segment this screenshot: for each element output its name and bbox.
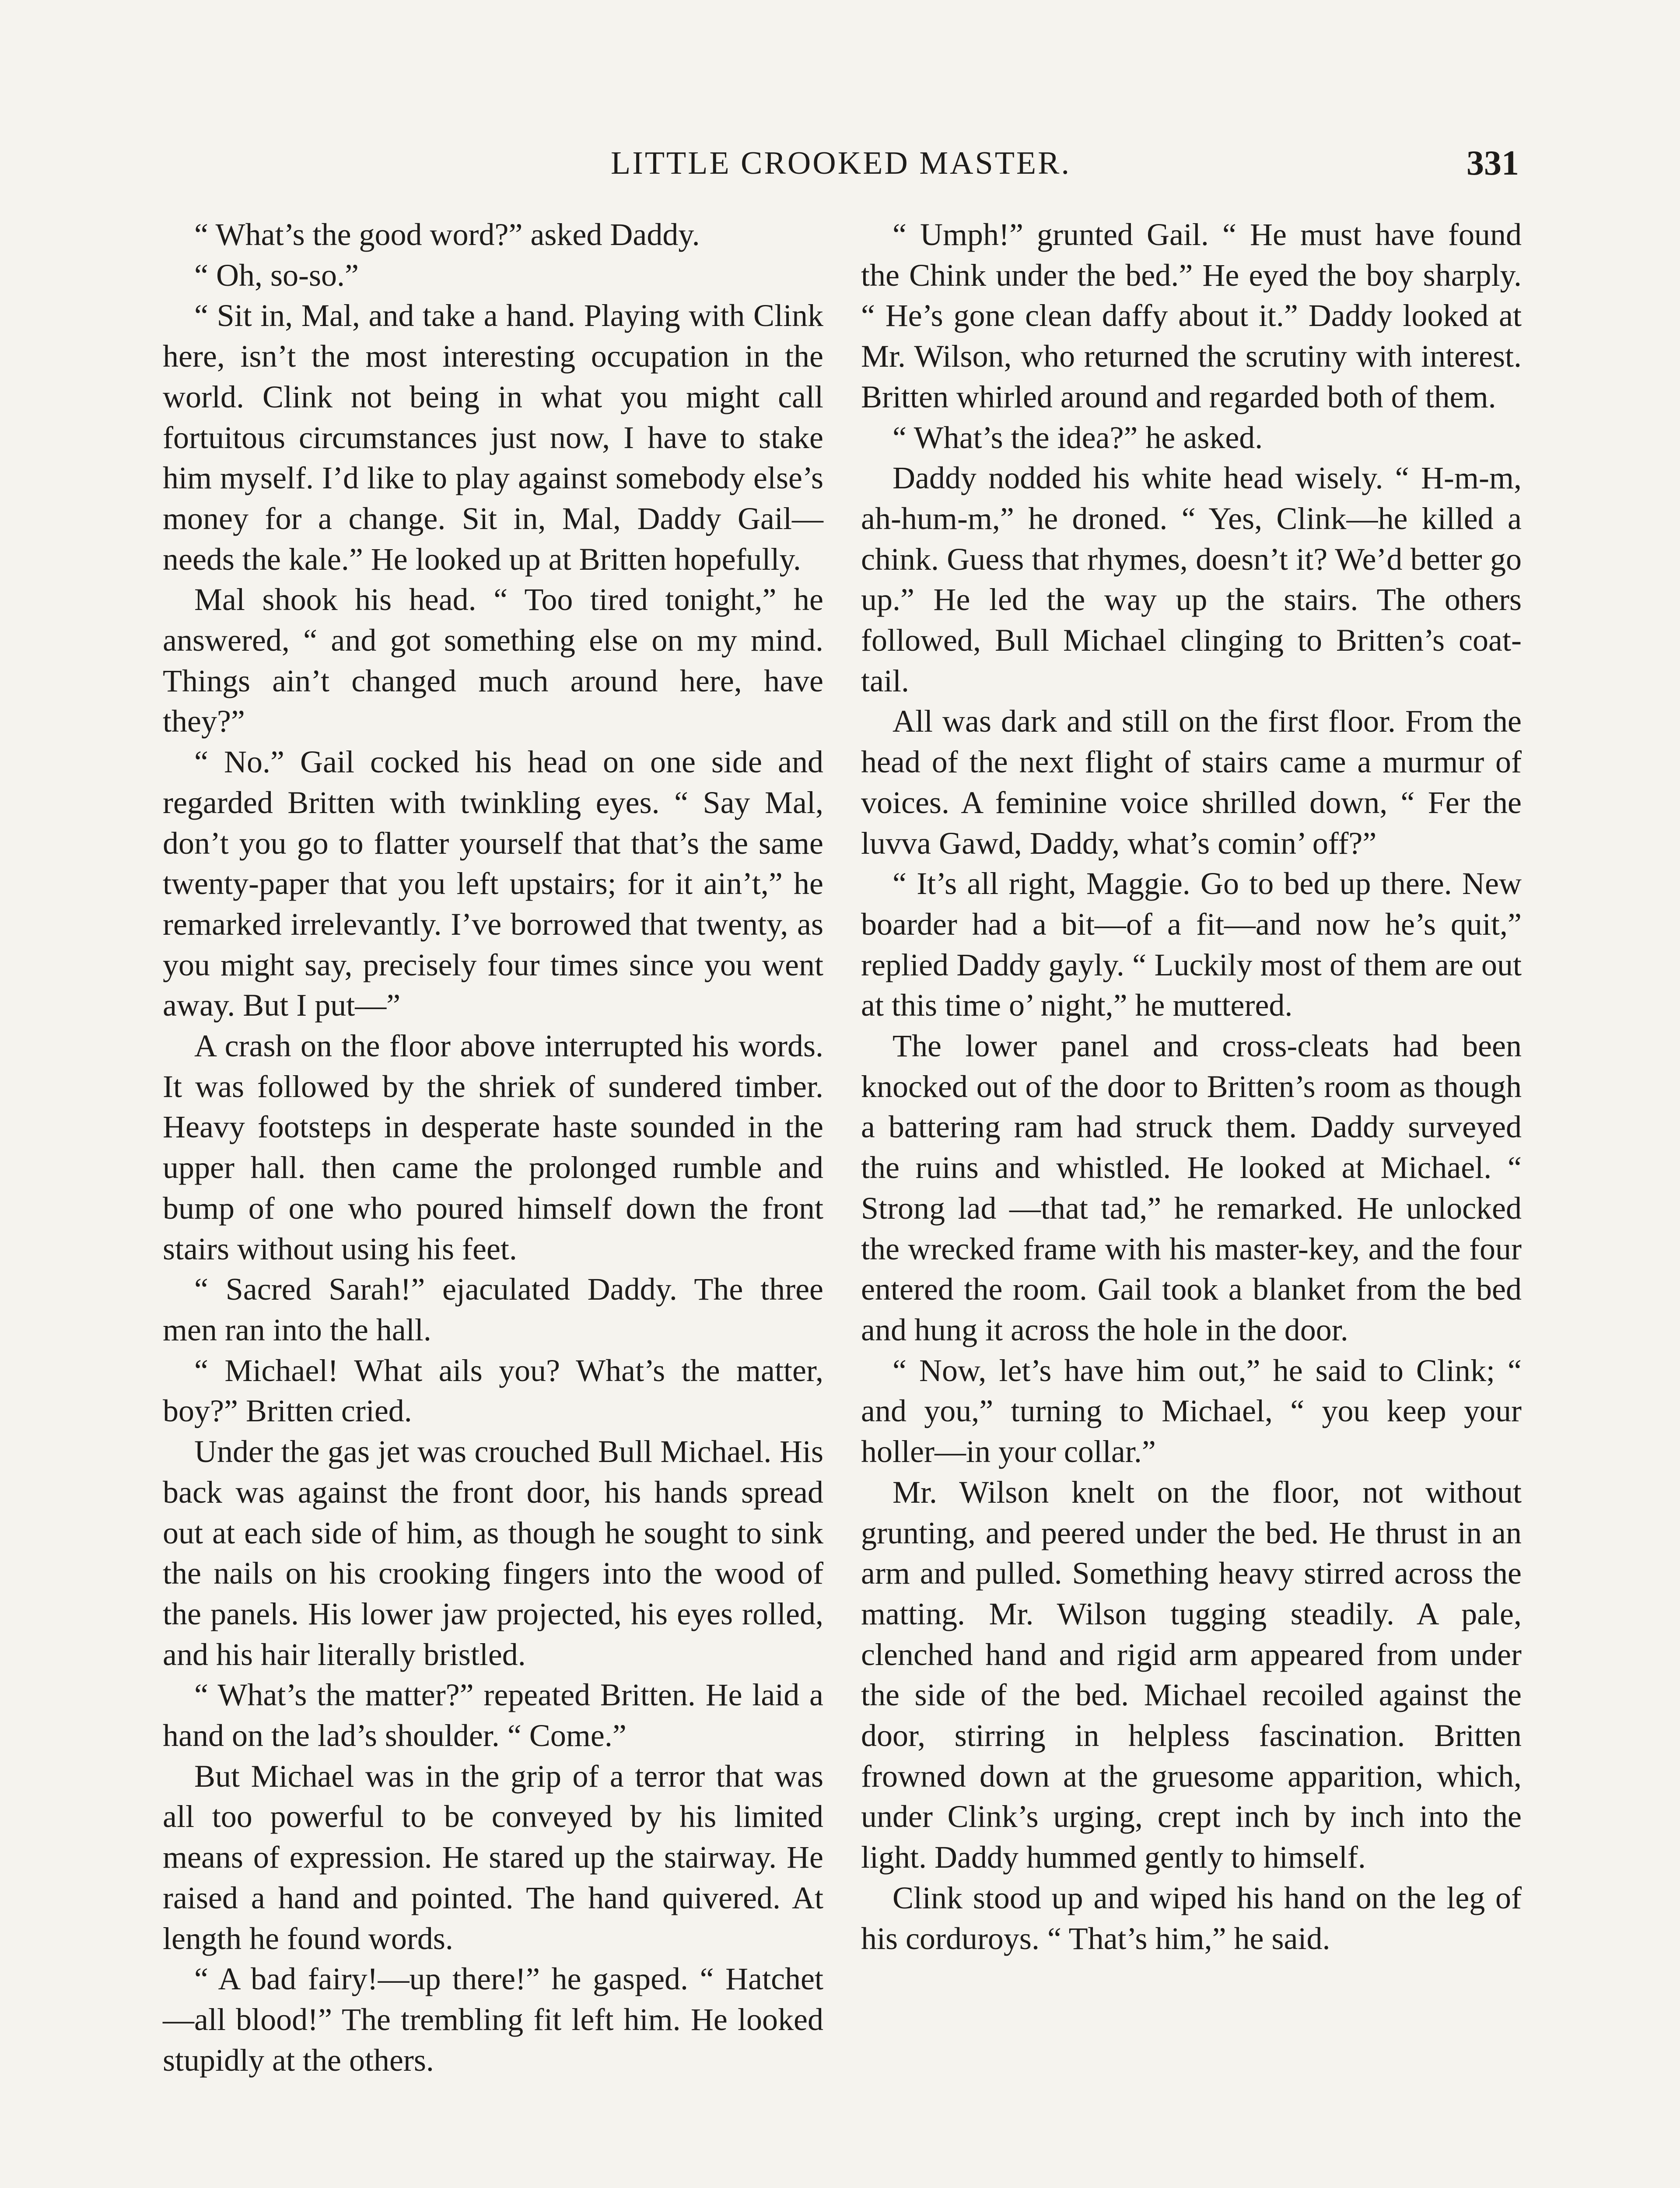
right-column [861, 214, 1522, 1959]
paragraph: “ What’s the idea?” he asked. [892, 420, 1263, 455]
paragraph: “ It’s all right, Maggie. Go to bed up there. New boarder had a bit—of a fit—and now he’s quit,” replied Daddy gayly. “ Luckily most of them are out at this time o’ night,” he muttered. [861, 866, 1522, 1023]
paragraph: The lower panel and cross-cleats had been knocked out of the door to Britten’s room as though a battering ram had struck them. Daddy surveyed the ruins and whistled. He looked at Michael. “ Strong lad —that tad,” he remarked. He unlocked the wrecked frame with his master-key, and the four entered the room. Gail took a blanket from the bed and hung it across the hole in the door. [861, 1028, 1522, 1347]
page-number: 331 [1466, 144, 1519, 182]
running-title: LITTLE CROOKED MASTER. [611, 145, 1071, 181]
paragraph: “ Michael! What ails you? What’s the matter, boy?” Britten cried. [163, 1353, 823, 1429]
left-column [163, 214, 823, 2080]
paragraph: A crash on the floor above interrupted his words. It was followed by the shriek of sundered timber. Heavy footsteps in desperate haste sounded in the upper hall. then came the prolonged rumble and bump of one who poured himself down the front stairs without using his feet. [163, 1028, 823, 1266]
paragraph: But Michael was in the grip of a terror that was all too powerful to be conveyed by his limited means of expression. He stared up the stairway. He raised a hand and pointed. The hand quivered. At length he found words. [163, 1758, 823, 1956]
paragraph: “ A bad fairy!—up there!” he gasped. “ Hatchet—all blood!” The trembling fit left him. He looked stupidly at the others. [163, 1961, 823, 2078]
page-header [163, 139, 1519, 187]
paragraph: Clink stood up and wiped his hand on the leg of his corduroys. “ That’s him,” he said. [861, 1880, 1522, 1956]
paragraph: “ Now, let’s have him out,” he said to Clink; “ and you,” turning to Michael, “ you keep your holler—in your collar.” [861, 1353, 1522, 1469]
paragraph: Mal shook his head. “ Too tired tonight,” he answered, “ and got something else on my mind. Things ain’t changed much around here, have they?” [163, 582, 823, 739]
paragraph: “ Oh, so-so.” [194, 257, 359, 293]
paragraph: “ Sit in, Mal, and take a hand. Playing with Clink here, isn’t the most interesting occupation in the world. Clink not being in what you might call fortuitous circumstances just now, I have to stake him myself. I’d like to play against somebody else’s money for a change. Sit in, Mal, Daddy Gail—needs the kale.” He looked up at Britten hopefully. [163, 298, 823, 577]
paragraph: “ Umph!” grunted Gail. “ He must have found the Chink under the bed.” He eyed the boy sharply. “ He’s gone clean daffy about it.” Daddy looked at Mr. Wilson, who returned the scrutiny with interest. Britten whirled around and regarded both of them. [861, 217, 1522, 414]
paragraph: “ What’s the matter?” repeated Britten. He laid a hand on the lad’s shoulder. “ Come.” [163, 1677, 823, 1753]
paragraph: “ No.” Gail cocked his head on one side and regarded Britten with twinkling eyes. “ Say Mal, don’t you go to flatter yourself that that’s the same twenty-paper that you left upstairs; for it ain’t,” he remarked irrelevantly. I’ve borrowed that twenty, as you might say, precisely four times since you went away. But I put—” [163, 744, 823, 1023]
paragraph: Mr. Wilson knelt on the floor, not without grunting, and peered under the bed. He thrust in an arm and pulled. Something heavy stirred across the matting. Mr. Wilson tugging steadily. A pale, clenched hand and rigid arm appeared from under the side of the bed. Michael recoiled against the door, stirring in helpless fascination. Britten frowned down at the gruesome apparition, which, under Clink’s urging, crept inch by inch into the light. Daddy hummed gently to himself. [861, 1474, 1522, 1875]
paragraph: All was dark and still on the first floor. From the head of the next flight of stairs came a murmur of voices. A feminine voice shrilled down, “ Fer the luvva Gawd, Daddy, what’s comin’ off?” [861, 704, 1522, 861]
paragraph: “ Sacred Sarah!” ejaculated Daddy. The three men ran into the hall. [163, 1272, 823, 1347]
paragraph: “ What’s the good word?” asked Daddy. [194, 217, 700, 252]
paragraph: Under the gas jet was crouched Bull Michael. His back was against the front door, his hands spread out at each side of him, as though he sought to sink the nails on his crooking fingers into the wood of the panels. His lower jaw projected, his eyes rolled, and his hair literally bristled. [163, 1434, 823, 1672]
paragraph: Daddy nodded his white head wisely. “ H-m-m, ah-hum-m,” he droned. “ Yes, Clink—he killed a chink. Guess that rhymes, doesn’t it? We’d better go up.” He led the way up the stairs. The others followed, Bull Michael clinging to Britten’s coat-tail. [861, 460, 1522, 698]
